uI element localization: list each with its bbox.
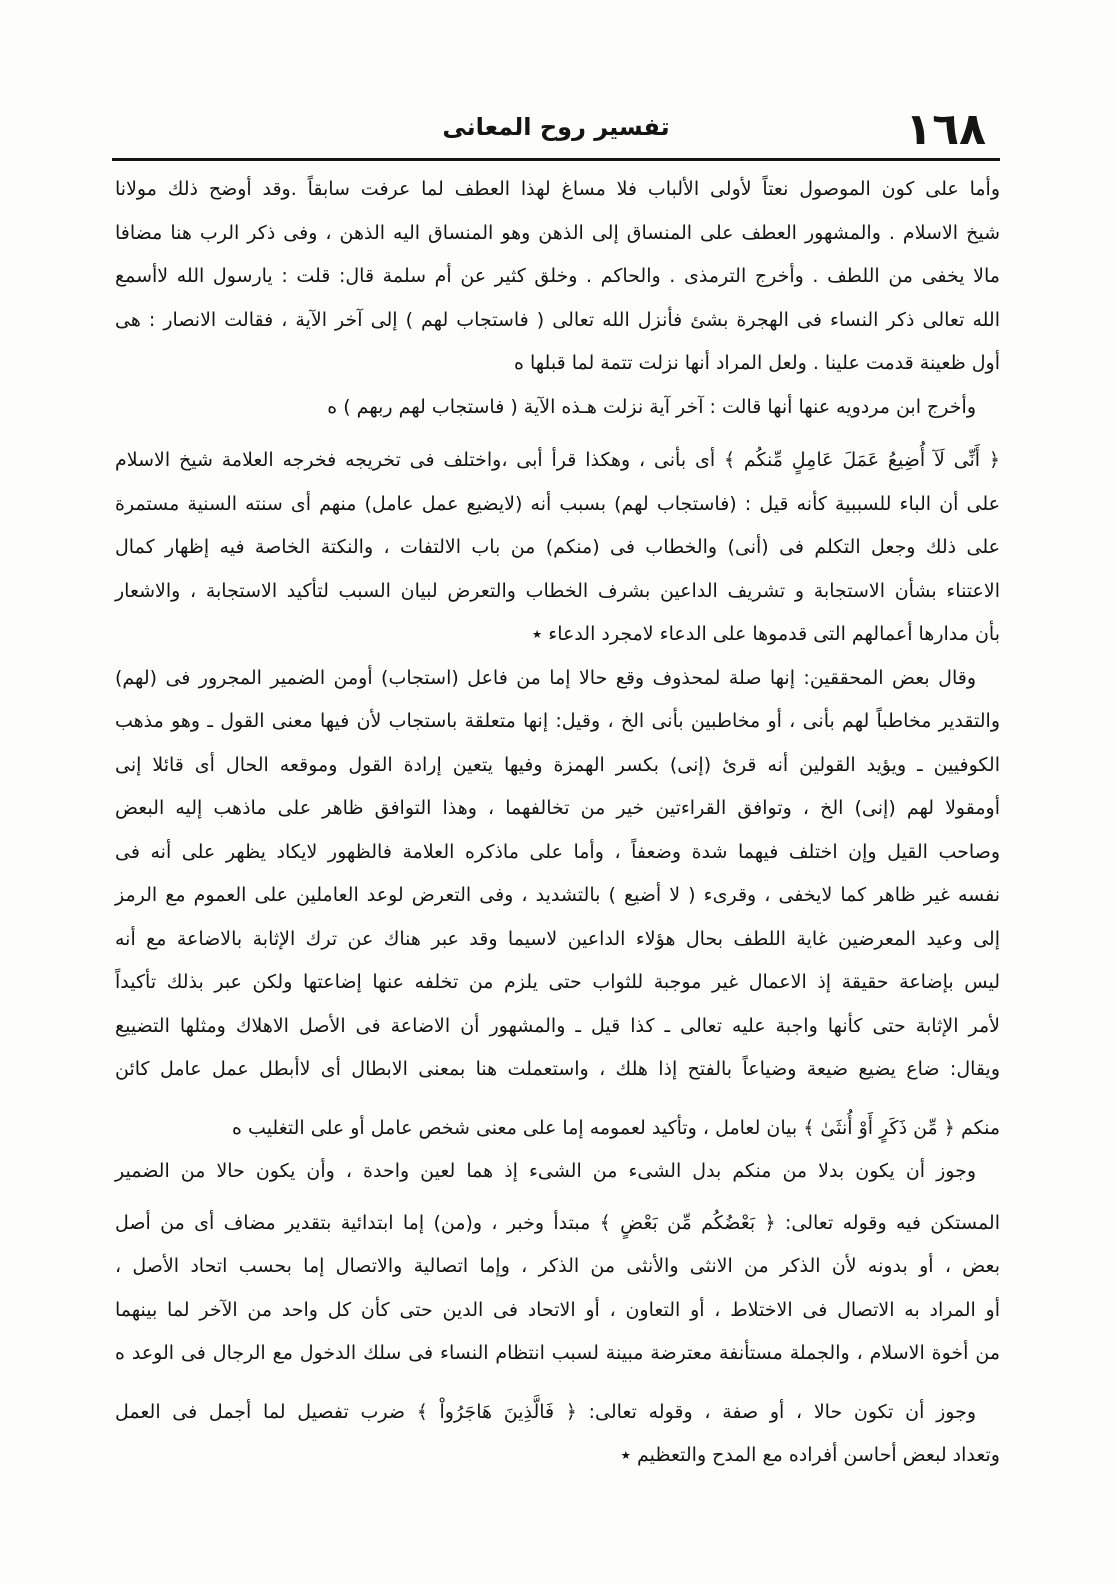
text-line: الاعتناء بشأن الاستجابة و تشريف الداعين بشرف الخطاب والتعرض لبيان السبب لتأكيد الاستجابة ، والاشعار (115, 579, 1000, 602)
page-number: ١٦٨ (905, 104, 986, 155)
text-line: وأما على كون الموصول نعتاً لأولى الألباب فلا مساغ لهذا العطف لما عرفت سابقاً .وقد أوضح ذلك مولانا (115, 178, 1000, 200)
text-line: وأخرج ابن مردويه عنها أنها قالت : آخر آية نزلت هـذه الآية ( فاستجاب لهم ربهم ) ه (327, 395, 976, 418)
text-line: وجوز أن يكون بدلا من منكم بدل الشىء من الشىء إذ هما لعين واحدة ، وأن يكون حالا من الضمير (115, 1160, 976, 1182)
text-line: من أخوة الاسلام ، والجملة مستأنفة معترضة مبينة لسبب انتظام النساء فى سلك الدخول مع الرجال فى الوعد ه (115, 1342, 1000, 1364)
paragraph (115, 386, 1000, 430)
paragraph (115, 1150, 1000, 1376)
text-line: بأن مدارها أعمالهم التى قدموها على الدعاء لامجرد الدعاء ٭ (531, 623, 1000, 645)
paragraph (115, 1391, 1000, 1478)
verse-line: المستكن فيه وقوله تعالى: ﴿ بَعْضُكُم مِّن بَعْضٍ ﴾ مبتدأ وخبر ، و(من) إما ابتدائية بتقدير مضاف أى من أصل (115, 1211, 1000, 1234)
text-line: لأمر الإثابة حتى كأنها واجبة عليه تعالى ـ كذا قيل ـ والمشهور أن الاضاعة فى الأصل الاهلاك ومثلها التضييع (115, 1014, 1000, 1037)
text-line: على ذلك وجعل التكلم فى (أنى) والخطاب فى (منكم) من باب الالتفات ، والنكتة الخاصة فيه إظهار كمال (115, 536, 1000, 558)
text-body (115, 168, 1000, 1478)
text-line: نفسه غير ظاهر كما لايخفى ، وقرىء ( لا أضيع ) بالتشديد ، وفى التعرض لوعد العاملين على العموم مع الرمز (115, 884, 1000, 906)
page-header (112, 100, 1000, 161)
paragraph (115, 168, 1000, 386)
text-line: وصاحب القيل وإن اختلف فيهما شدة وضعفاً ، وأما على ماذكره العلامة فالظهور لايكاد يظهر على أنه فى (115, 840, 1000, 863)
running-title: تفسير روح المعانى (442, 113, 670, 141)
text-line: شيخ الاسلام . والمشهور العطف على المنساق إلى الذهن وهو المنساق اليه الذهن ، وفى ذكر الرب هنا مضافا (115, 221, 1000, 244)
text-line: على أن الباء للسببية كأنه قيل : (فاستجاب لهم) بسبب أنه (لايضيع عمل عامل) منهم أى سنته السنية مستمرة (115, 492, 1000, 515)
text-line: أومقولا لهم (إنى) الخ ، وتوافق القراءتين خير من تخالفهما ، وهذا التوافق ظاهر على ماذهب إليه البعض (115, 797, 1000, 819)
text-line: بعض ، أو بدونه لأن الذكر من الانثى والأنثى من الذكر ، وإما اتصالية والاتصال إما بحسب اتحاد الأصل ، (115, 1255, 1000, 1277)
text-line: الله تعالى ذكر النساء فى الهجرة بشئ فأنزل الله تعالى ( فاستجاب لهم ) إلى آخر الآية ، فقالت الانصار : هى (115, 308, 1000, 331)
text-line: والتقدير مخاطباً لهم بأنى ، أو مخاطبين بأنى الخ ، وقيل: إنها متعلقة باستجاب لأن فيها معنى القول ـ وهو مذهب (115, 710, 1000, 732)
text-line: ليس بإضاعة حقيقة إذ الاعمال غير موجبة للثواب حتى يلزم من تخلفه عنها إضاعتها ولكن عبر بذلك تأكيداً (115, 971, 1000, 993)
text-line: وقال بعض المحققين: إنها صلة لمحذوف وقع حالا إما من فاعل (استجاب) أومن الضمير المجرور فى (لهم) (115, 666, 976, 689)
paragraph (115, 657, 1000, 1151)
text-line: وتعداد لبعض أحاسن أفراده مع المدح والتعظيم ٭ (620, 1444, 1000, 1466)
text-line: أو المراد به الاتصال فى الاختلاط ، أو التعاون ، أو الاتحاد فى الدين حتى كأن كل واحد من الآخر لما بينهما (115, 1298, 1000, 1321)
verse-line: منكم ﴿ مِّن ذَكَرٍ أَوْ أُنثَىٰ ﴾ بيان لعامل ، وتأكيد لعمومه إما على معنى شخص عامل أو على التغليب ه (232, 1116, 1000, 1139)
verse-line: ﴿ أَنِّى لَآ أُضِيعُ عَمَلَ عَامِلٍ مِّنكُم ﴾ أى بأنى ، وهكذا قرأ أبى ،واختلف فى تخريجه فخرجه العلامة شيخ الاسلام (115, 449, 1000, 471)
text-line: الكوفيين ـ ويؤيد القولين أنه قرئ (إنى) بكسر الهمزة وفيها يتعين إرادة القول وموقعه الحال أى قائلا إنى (115, 753, 1000, 776)
text-line: أول ظعينة قدمت علينا . ولعل المراد أنها نزلت تتمة لما قبلها ه (514, 352, 1000, 374)
paragraph (115, 439, 1000, 657)
text-line: ويقال: ضاع يضيع ضيعة وضياعاً بالفتح إذا هلك ، واستعملت هنا بمعنى الابطال أى لاأبطل عمل عامل كائن (115, 1058, 1000, 1080)
verse-line: وجوز أن تكون حالا ، أو صفة ، وقوله تعالى: ﴿ فَالَّذِينَ هَاجَرُواْ ﴾ ضرب تفصيل لما أجمل فى العمل (115, 1400, 976, 1423)
text-line: إلى وعيد المعرضين غاية اللطف بحال هؤلاء الداعين لاسيما وقد عبر هناك عن ترك الإثابة بالاضاعة مع أنه (115, 927, 1000, 950)
text-line: مالا يخفى من اللطف . وأخرج الترمذى . والحاكم . وخلق كثير عن أم سلمة قال: قلت : يارسول الله لاأسمع (115, 265, 1000, 287)
